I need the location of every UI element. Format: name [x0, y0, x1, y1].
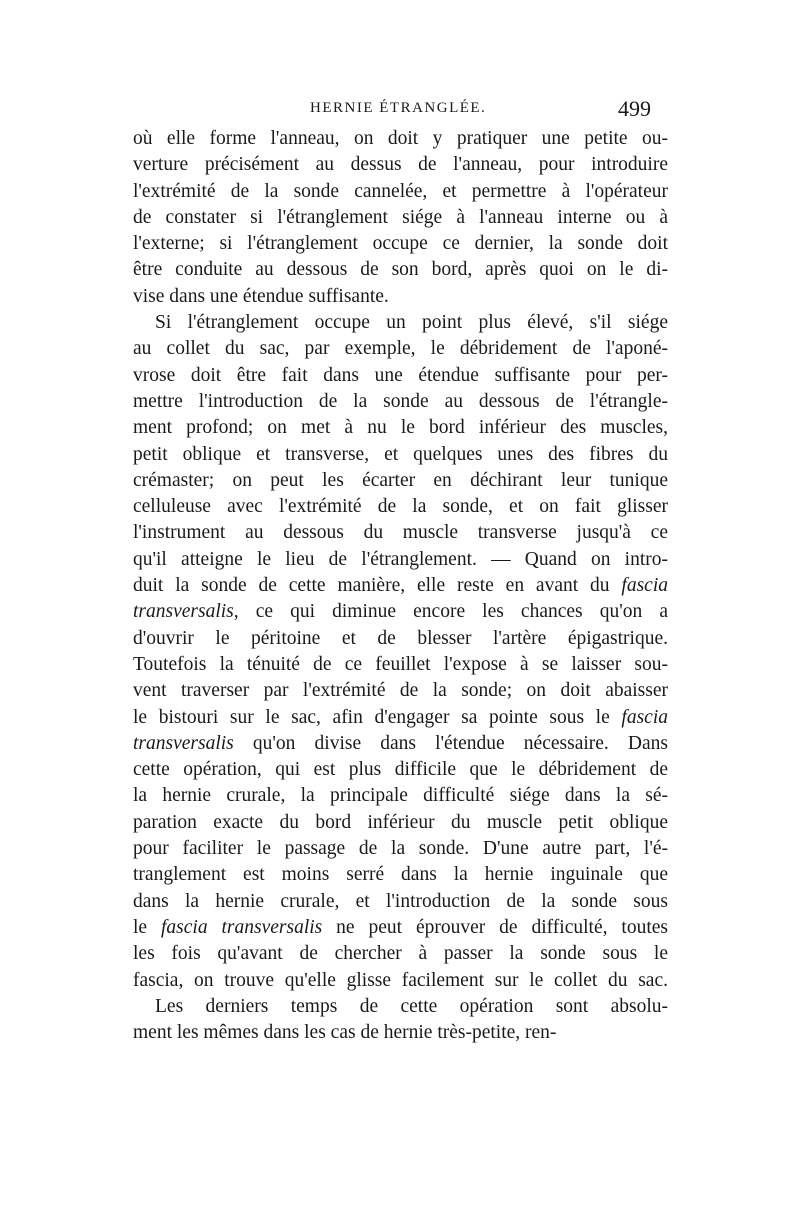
text-line [133, 231, 668, 257]
line-text: l'extrémité de la sonde cannelée, et permettre à l'opérateur [133, 180, 668, 202]
text-line [133, 494, 668, 520]
line-text: au collet du sac, par exemple, le débridement de l'aponé- [133, 338, 668, 360]
line-text: mettre l'introduction de la sonde au dessous de l'étrangle- [133, 390, 668, 412]
text-line [133, 415, 668, 441]
line-text: ment les mêmes dans les cas de hernie très-petite, ren- [133, 1022, 557, 1044]
text-line [133, 205, 668, 231]
line-text: tranglement est moins serré dans la hernie inguinale que [133, 864, 668, 886]
line-text: paration exacte du bord inférieur du muscle petit oblique [133, 811, 668, 833]
text-line [133, 836, 668, 862]
line-text: Les derniers temps de cette opération sont absolu- [155, 995, 668, 1017]
line-text: Si l'étranglement occupe un point plus élevé, s'il siége [155, 312, 668, 334]
line-text: qu'on divise dans l'étendue nécessaire. Dans [233, 732, 668, 754]
line-text: pour faciliter le passage de la sonde. D'une autre part, l'é- [133, 838, 668, 860]
italic-term: transversalis [133, 601, 234, 623]
text-line [133, 468, 668, 494]
line-text: la hernie crurale, la principale difficulté siége dans la sé- [133, 785, 668, 807]
text-line [133, 915, 668, 941]
text-line [133, 889, 668, 915]
line-text: vent traverser par l'extrémité de la sonde; on doit abaisser [133, 680, 668, 702]
text-line [133, 968, 668, 994]
line-text: où elle forme l'anneau, on doit y pratiquer une petite ou- [133, 128, 668, 149]
text-line [133, 1020, 668, 1046]
text-line [133, 599, 668, 625]
text-line [133, 994, 668, 1020]
text-line [133, 626, 668, 652]
line-text: dans la hernie crurale, et l'introduction de la sonde sous [133, 890, 668, 912]
line-text: cette opération, qui est plus difficile que le débridement de [133, 759, 668, 781]
line-text: d'ouvrir le péritoine et de blesser l'artère épigastrique. [133, 627, 668, 649]
line-text: le bistouri sur le sac, afin d'engager sa pointe sous le [133, 706, 622, 728]
running-head: HERNIE ÉTRANGLÉE. [310, 100, 487, 116]
text-line [133, 652, 668, 678]
line-text: Toutefois la ténuité de ce feuillet l'expose à se laisser sou- [133, 653, 668, 675]
page-number: 499 [618, 96, 651, 121]
italic-term: fascia [621, 706, 668, 728]
text-line [133, 126, 668, 152]
line-text: qu'il atteigne le lieu de l'étranglement. — Quand on intro- [133, 548, 668, 570]
text-line [133, 257, 668, 283]
text-line [133, 783, 668, 809]
italic-term: fascia [621, 575, 668, 597]
text-line [133, 336, 668, 362]
text-line [133, 152, 668, 178]
text-line [133, 389, 668, 415]
line-text: crémaster; on peut les écarter en déchirant leur tunique [133, 469, 668, 491]
text-line [133, 547, 668, 573]
line-text: celluleuse avec l'extrémité de la sonde, et on fait glisser [133, 496, 668, 518]
text-line [133, 678, 668, 704]
page-header [0, 96, 800, 124]
italic-term: transversalis [133, 732, 234, 754]
text-line [133, 442, 668, 468]
line-text: de constater si l'étranglement siége à l'anneau interne ou à [133, 206, 668, 228]
text-line [133, 284, 668, 310]
text-line [133, 757, 668, 783]
line-text: le [133, 916, 161, 938]
line-text: ne peut éprouver de difficulté, toutes [322, 916, 668, 938]
line-text: l'externe; si l'étranglement occupe ce dernier, la sonde doit [133, 233, 668, 255]
text-line [133, 810, 668, 836]
text-line [133, 179, 668, 205]
line-text: vrose doit être fait dans une étendue suffisante pour per- [133, 364, 668, 386]
body-text [133, 126, 668, 1046]
text-line [133, 862, 668, 888]
text-line [133, 731, 668, 757]
line-text: vise dans une étendue suffisante. [133, 285, 389, 307]
line-text: petit oblique et transverse, et quelques unes des fibres du [133, 443, 668, 465]
italic-term: fascia transversalis [161, 916, 323, 938]
text-line [133, 310, 668, 336]
text-line [133, 705, 668, 731]
line-text: les fois qu'avant de chercher à passer la sonde sous le [133, 943, 668, 965]
line-text: , ce qui diminue encore les chances qu'on a [233, 601, 668, 623]
line-text: l'instrument au dessous du muscle transverse jusqu'à ce [133, 522, 668, 544]
text-line [133, 520, 668, 546]
text-line [133, 941, 668, 967]
line-text: être conduite au dessous de son bord, après quoi on le di- [133, 259, 668, 281]
text-line [133, 573, 668, 599]
line-text: duit la sonde de cette manière, elle reste en avant du [133, 575, 622, 597]
text-line [133, 363, 668, 389]
line-text: verture précisément au dessus de l'anneau, pour introduire [133, 154, 668, 176]
line-text: fascia, on trouve qu'elle glisse facilement sur le collet du sac. [133, 969, 668, 991]
line-text: ment profond; on met à nu le bord inférieur des muscles, [133, 417, 668, 439]
